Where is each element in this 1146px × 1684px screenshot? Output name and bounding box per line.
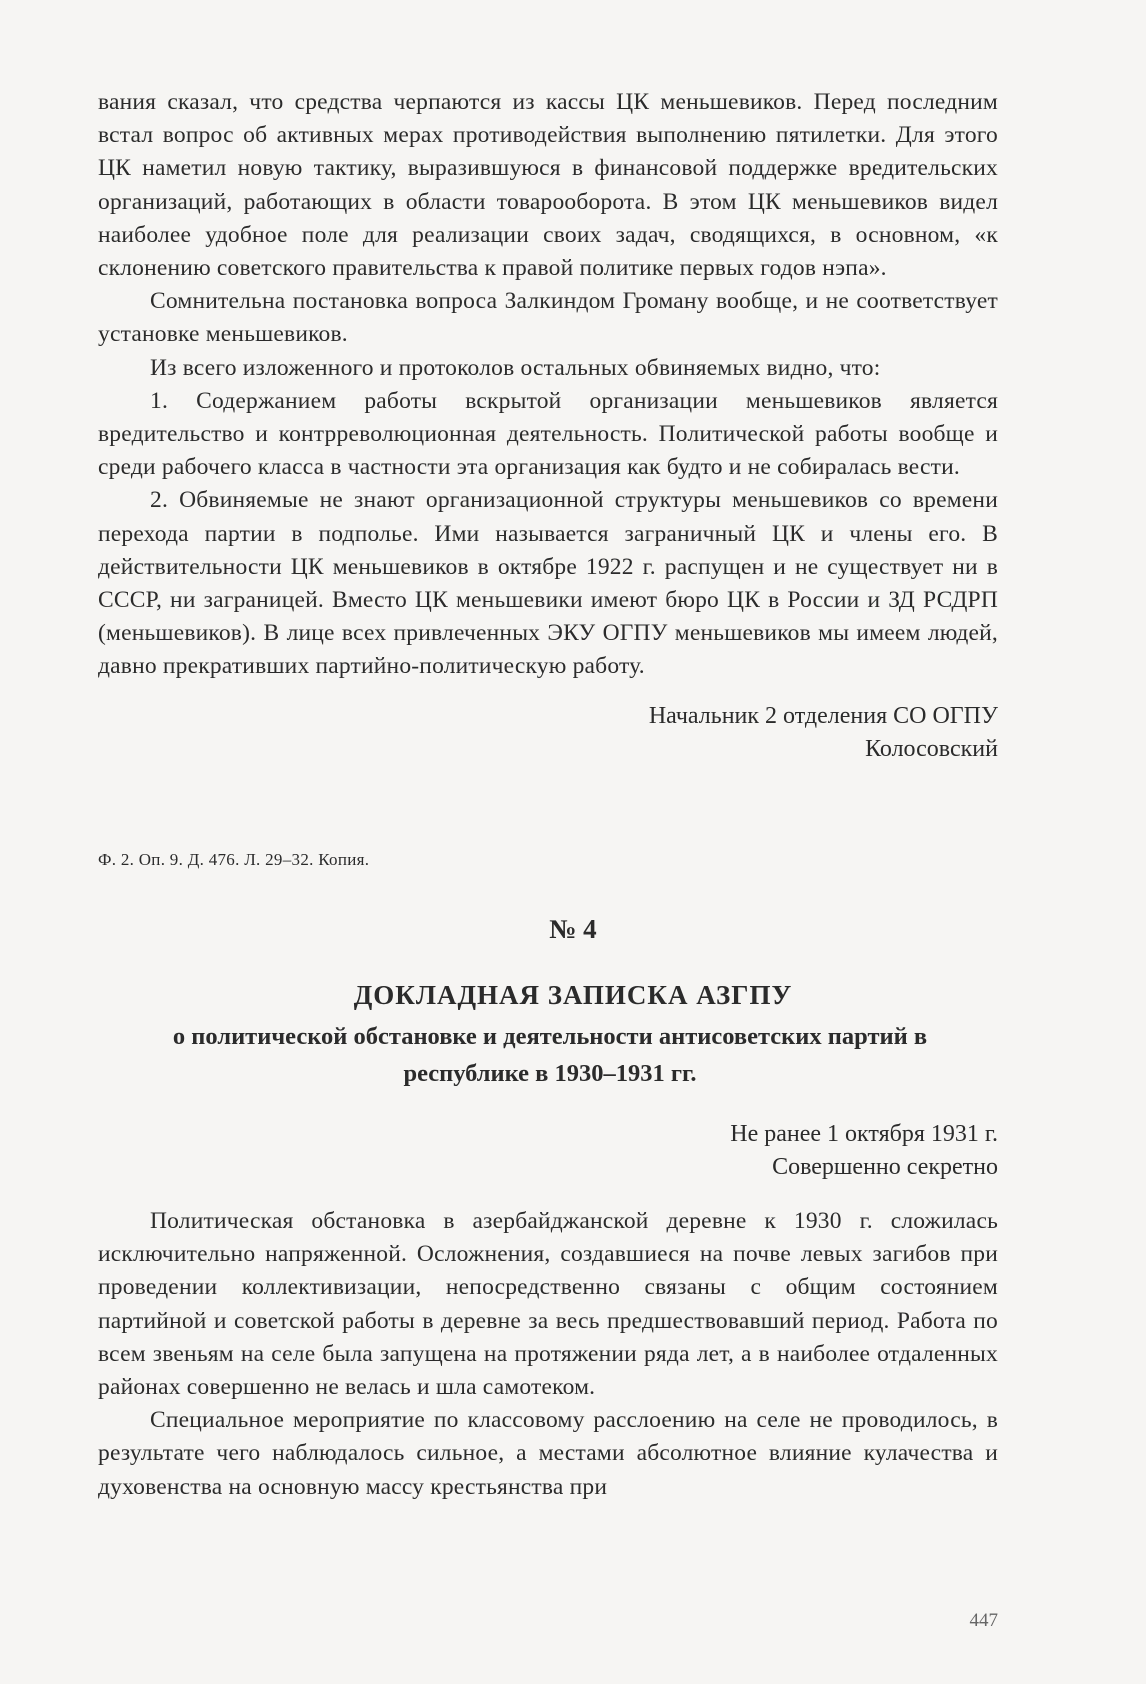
page-number: 447 [969, 1610, 998, 1631]
document-title: ДОКЛАДНАЯ ЗАПИСКА АЗГПУ [353, 980, 793, 1010]
signature-block [649, 700, 998, 766]
document-date: Не ранее 1 октября 1931 г. [730, 1121, 998, 1147]
document-number: № 4 [549, 914, 597, 944]
paragraph: Сомнительна постановка вопроса Залкиндом Громану вообще, и не соответствует установке меньшевиков. [98, 288, 998, 348]
paragraph: вания сказал, что средства черпаются из кассы ЦК меньшевиков. Перед последним встал вопрос об активных мерах противодействия выполнению пятилетки. Для этого ЦК наметил новую тактику, выразившуюся в финансовой поддержке вредительских организаций, работающих в области товарооборота. В этом ЦК меньшевиков видел наиболее удобное поле для реализации своих задач, сводящихся, в основном, «к склонению советского правительства к правой политике первых годов нэпа». [98, 89, 998, 282]
signature-position: Начальник 2 отделения СО ОГПУ [648, 703, 998, 729]
list-item: 1. Содержанием работы вскрытой организации меньшевиков является вредительство и контрреволюционная деятельность. Политической работы вообще и среди рабочего класса в частности эта организация как будто и не собиралась вести. [98, 387, 998, 481]
paragraph: Политическая обстановка в азербайджанской деревне к 1930 г. сложилась исключительно напряженной. Осложнения, создавшиеся на почве левых загибов при проведении коллективизации, непосредственно связаны с общим состоянием партийной и советской работы в деревне за весь предшествовавший период. Работа по всем звеньям на селе была запущена на протяжении ряда лет, а в наиболее отдаленных районах совершенно не велась и шла самотеком. [98, 1208, 998, 1401]
bottom-text-block [98, 1205, 998, 1504]
top-text-block [98, 86, 998, 684]
archive-reference: Ф. 2. Оп. 9. Д. 476. Л. 29–32. Копия. [98, 850, 370, 869]
paragraph: Из всего изложенного и протоколов остальных обвиняемых видно, что: [150, 354, 881, 381]
classification-stamp: Совершенно секретно [772, 1154, 998, 1180]
list-item: 2. Обвиняемые не знают организационной структуры меньшевиков со времени перехода партии в подполье. Ими называется заграничный ЦК и члены его. В действительности ЦК меньшевиков в октябре 1922 г. распущен и не существует ни в СССР, ни заграницей. Вместо ЦК меньшевики имеют бюро ЦК в России и ЗД РСДРП (меньшевиков). В лице всех привлеченных ЭКУ ОГПУ меньшевиков мы имеем людей, давно прекративших партийно-политическую работу. [98, 487, 998, 680]
signature-name: Колосовский [865, 736, 998, 762]
paragraph: Специальное мероприятие по классовому расслоению на селе не проводилось, в результате чего наблюдалось сильное, а местами абсолютное влияние кулачества и духовенства на основную массу крестьянства при [98, 1407, 998, 1500]
document-subtitle: о политической обстановке и деятельности антисоветских партий в республике в 1930–1931 гг. [172, 1023, 928, 1087]
document-meta [730, 1118, 998, 1184]
